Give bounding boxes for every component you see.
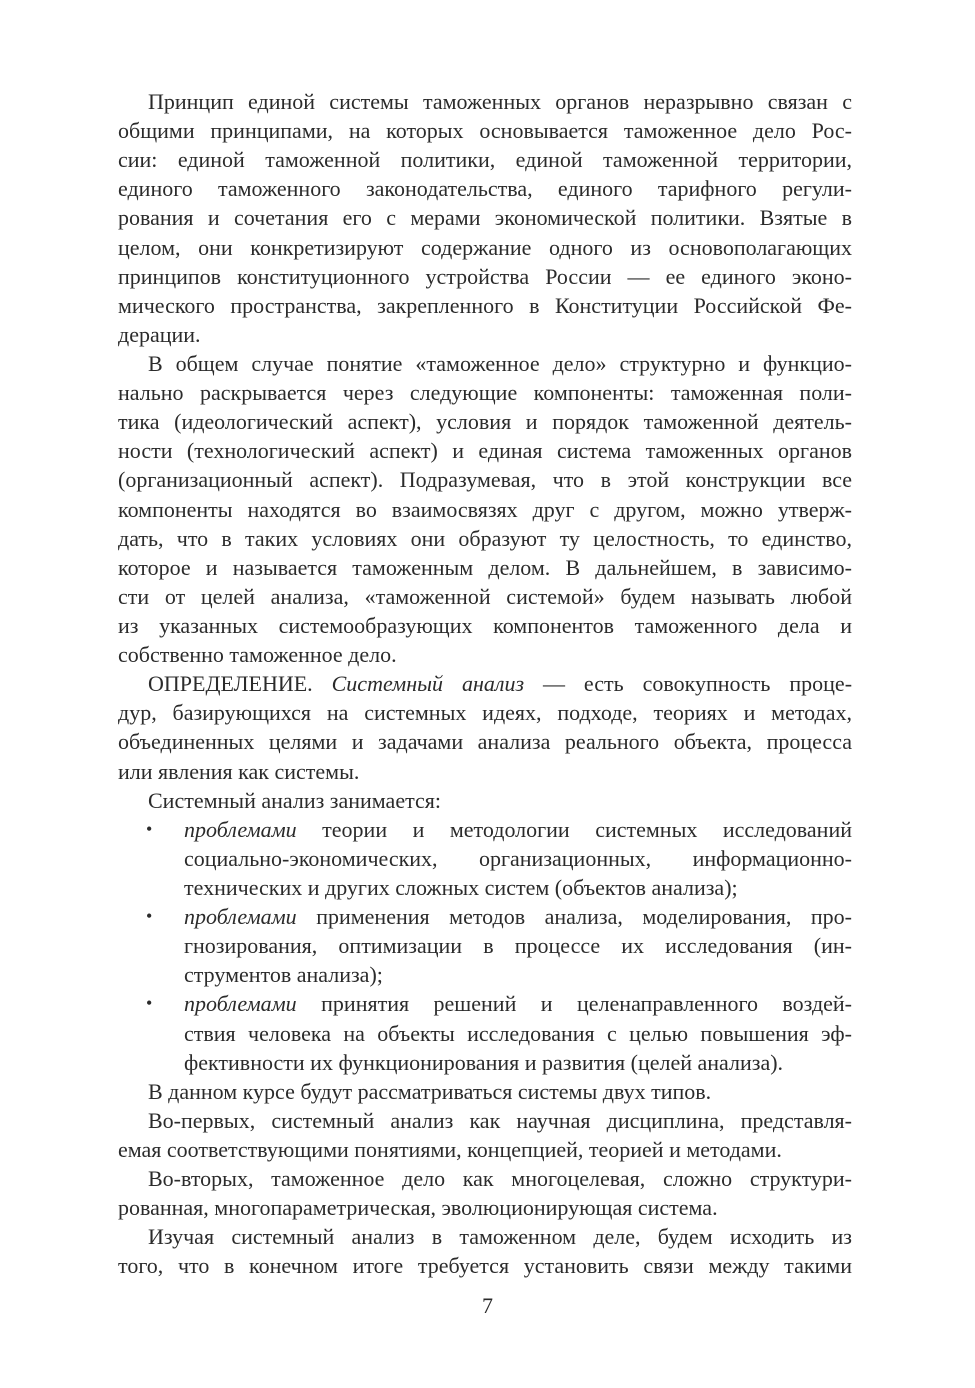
definition-label: ОПРЕДЕЛЕНИЕ. xyxy=(148,671,313,697)
definition-term: Системный анализ xyxy=(331,671,525,697)
list-item-text: применения методов анализа, моделирования, про- xyxy=(316,904,853,930)
bullet-icon: • xyxy=(146,906,153,927)
text-line: из указанных системообразующих компонентов таможенного дела и xyxy=(118,612,852,638)
list-item xyxy=(118,989,852,1076)
text-line: тика (идеологический аспект), условия и порядок таможенной деятель- xyxy=(118,409,852,435)
list-item-lead: проблемами xyxy=(184,991,297,1017)
text-line: Изучая системный анализ в таможенном деле, будем исходить из xyxy=(148,1224,852,1250)
paragraph-two-types xyxy=(118,1077,852,1106)
text-line: сти от целей анализа, «таможенной системой» будем называть любой xyxy=(118,583,852,609)
text-line: дур, базирующихся на системных идеях, подходе, теориях и методах, xyxy=(118,700,852,726)
list-item xyxy=(118,815,852,902)
page-number: 7 xyxy=(482,1293,493,1318)
text-line: дерации. xyxy=(118,321,201,347)
list-item-text: теории и методологии системных исследований xyxy=(322,816,852,842)
paragraph-studying-system-analysis xyxy=(118,1222,852,1280)
text-line: Во-вторых, таможенное дело как многоцелевая, сложно структури- xyxy=(148,1166,852,1192)
text-line: (организационный аспект). Подразумевая, что в этой конструкции все xyxy=(118,467,852,493)
text-line: нально раскрывается через следующие компоненты: таможенная поли- xyxy=(118,380,852,406)
definition-text: — есть совокупность проце- xyxy=(542,671,853,697)
text-line: технических и других сложных систем (объектов анализа); xyxy=(184,874,738,900)
definition-system-analysis xyxy=(118,669,852,785)
text-line: объединенных целями и задачами анализа реального объекта, процесса xyxy=(118,729,852,755)
paragraph-first-type xyxy=(118,1106,852,1164)
text-line: Во-первых, системный анализ как научная дисциплина, представля- xyxy=(148,1107,852,1133)
text-line: того, что в конечном итоге требуется установить связи между такими xyxy=(118,1253,852,1279)
paragraph-second-type xyxy=(118,1164,852,1222)
list-item xyxy=(118,902,852,989)
paragraph-principle-unified-system xyxy=(118,87,852,349)
text-line: В данном курсе будут рассматриваться системы двух типов. xyxy=(148,1078,712,1104)
text-line: мического пространства, закрепленного в Конституции Российской Фе- xyxy=(118,292,852,318)
text-line: струментов анализа); xyxy=(184,962,383,988)
bullet-list xyxy=(118,815,852,1077)
list-item-lead: проблемами xyxy=(184,816,297,842)
text-line: фективности их функционирования и развития (целей анализа). xyxy=(184,1049,784,1075)
list-item-first-line xyxy=(118,902,852,931)
text-line: единого таможенного законодательства, единого тарифного регули- xyxy=(118,176,852,202)
text-line: В общем случае понятие «таможенное дело» структурно и функцио- xyxy=(148,350,852,376)
text-line: собственно таможенное дело. xyxy=(118,642,397,668)
text-line: или явления как системы. xyxy=(118,758,360,784)
list-item-text: принятия решений и целенаправленного воздей- xyxy=(321,991,853,1017)
text-line: сии: единой таможенной политики, единой таможенной территории, xyxy=(118,147,852,173)
bullet-icon: • xyxy=(146,993,153,1014)
list-item-lead: проблемами xyxy=(184,904,297,930)
text-line: ности (технологический аспект) и единая система таможенных органов xyxy=(118,438,852,464)
text-line: общими принципами, на которых основывается таможенное дело Рос- xyxy=(118,118,852,144)
text-line: рования и сочетания его с мерами экономической политики. Взятые в xyxy=(118,205,852,231)
text-line: Системный анализ занимается: xyxy=(148,787,441,813)
list-item-first-line xyxy=(118,815,852,844)
text-line: целом, они конкретизируют содержание одного из основополагающих xyxy=(118,234,852,260)
list-item-first-line xyxy=(118,989,852,1018)
paragraph-customs-affairs-components xyxy=(118,349,852,669)
page-body xyxy=(118,87,852,1280)
definition-first-line xyxy=(118,669,852,698)
text-line: гнозирования, оптимизации в процессе их исследования (ин- xyxy=(184,933,852,959)
text-line: Принцип единой системы таможенных органов неразрывно связан с xyxy=(148,89,852,114)
text-line: принципов конституционного устройства России — ее единого эконо- xyxy=(118,263,852,289)
text-line: которое и называется таможенным делом. В дальнейшем, в зависимо- xyxy=(118,554,852,580)
list-intro xyxy=(118,786,852,815)
text-line: дать, что в таких условиях они образуют ту целостность, то единство, xyxy=(118,525,852,551)
bullet-icon: • xyxy=(146,818,153,839)
text-line: компоненты находятся во взаимосвязях друг с другом, можно утверж- xyxy=(118,496,852,522)
text-line: емая соответствующими понятиями, концепцией, теорией и методами. xyxy=(118,1136,782,1162)
text-line: социально-экономических, организационных, информационно- xyxy=(184,845,852,871)
text-line: ствия человека на объекты исследования с целью повышения эф- xyxy=(184,1020,852,1046)
text-line: рованная, многопараметрическая, эволюционирующая система. xyxy=(118,1195,718,1221)
